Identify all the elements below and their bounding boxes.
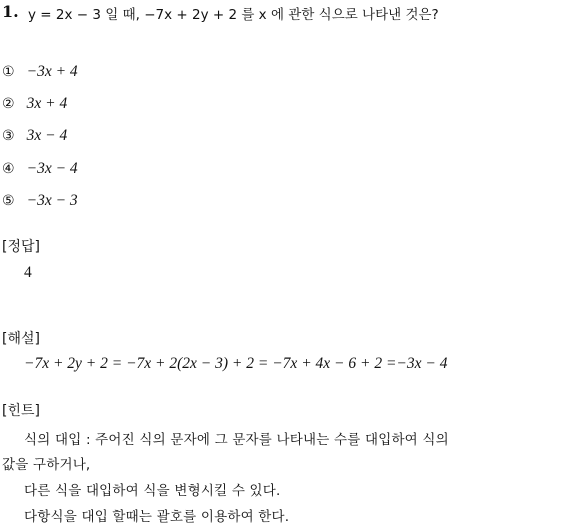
- answer-label: [정답]: [2, 239, 40, 255]
- choice-expression: 3x − 4: [26, 127, 68, 144]
- choice-mark: ⑤: [2, 193, 15, 209]
- choice-mark: ④: [2, 161, 15, 177]
- choice-expression: −3x + 4: [26, 63, 78, 80]
- hint-line: 다른 식을 대입하여 식을 변형시킬 수 있다.: [24, 483, 281, 499]
- hint-label: [힌트]: [2, 403, 40, 419]
- choice-1[interactable]: [2, 63, 78, 81]
- choice-expression: −3x − 4: [26, 160, 78, 177]
- hint-line: 식의 대입 : 주어진 식의 문자에 그 문자를 나타내는 수를 대입하여 식의: [24, 432, 449, 448]
- choice-2[interactable]: [2, 95, 67, 113]
- hint-line: 값을 구하거나,: [2, 457, 91, 473]
- answer-value: 4: [24, 264, 32, 281]
- question-number: 1.: [2, 2, 19, 21]
- hint-line: 다항식을 대입 할때는 괄호를 이용하여 한다.: [24, 509, 290, 525]
- choice-expression: 3x + 4: [26, 95, 68, 112]
- choice-expression: −3x − 3: [26, 192, 78, 209]
- explanation-label: [해설]: [2, 331, 40, 347]
- choice-4[interactable]: [2, 160, 78, 178]
- choice-5[interactable]: [2, 192, 78, 210]
- question-text: y = 2x − 3 일 때, −7x + 2y + 2 를 x 에 관한 식으로 나타낸 것은?: [28, 7, 439, 23]
- explanation-text: −7x + 2y + 2 = −7x + 2(2x − 3) + 2 = −7x + 4x − 6 + 2 =−3x − 4: [24, 355, 448, 372]
- choice-mark: ③: [2, 128, 15, 144]
- choice-mark: ②: [2, 96, 15, 112]
- choice-3[interactable]: [2, 127, 67, 145]
- choice-mark: ①: [2, 64, 15, 80]
